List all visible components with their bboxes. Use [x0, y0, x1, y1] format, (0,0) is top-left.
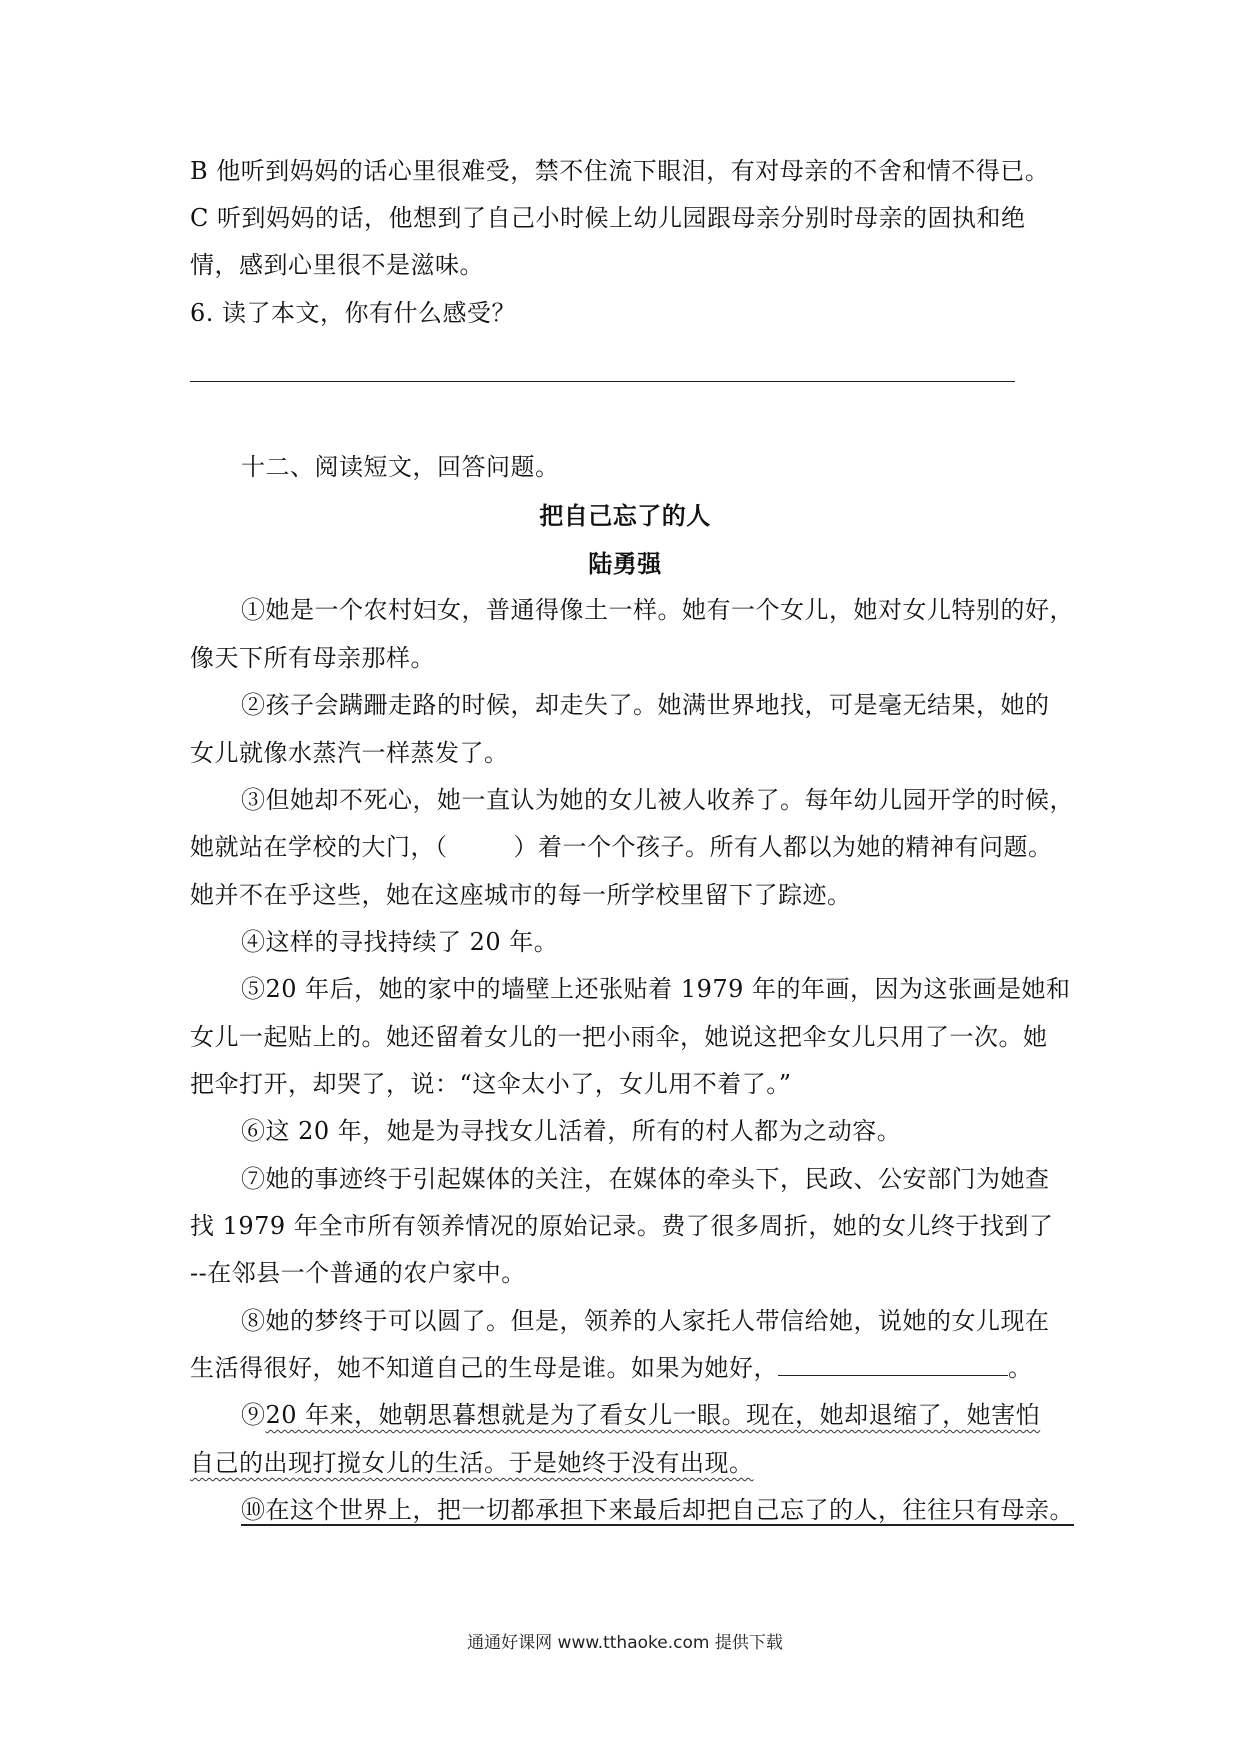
paragraph-8-line-2-text: 生活得很好，她不知道自己的生母是谁。如果为她好， — [190, 1354, 778, 1382]
paragraph-1-line-1: ①她是一个农村妇女，普通得像土一样。她有一个女儿，她对女儿特别的好， — [241, 596, 1074, 624]
paragraph-3-line-2-start: 她就站在学校的大门，（ — [190, 833, 448, 861]
paragraph-2-line-1: ②孩子会蹒跚走路的时候，却走失了。她满世界地找，可是毫无结果，她的 — [241, 691, 1050, 719]
paragraph-9-wavy-text-2: 自己的出现打搅女儿的生活。于是她终于没有出现。 — [190, 1449, 754, 1477]
paragraph-9-number: ⑨ — [241, 1401, 266, 1429]
paragraph-1-line-2: 像天下所有母亲那样。 — [190, 644, 435, 672]
option-c-line-1: C 听到妈妈的话，他想到了自己小时候上幼儿园跟母亲分别时母亲的固执和绝 — [190, 204, 1026, 232]
article-title: 把自己忘了的人 — [539, 501, 711, 530]
paragraph-5-line-2: 女儿一起贴上的。她还留着女儿的一把小雨伞，她说这把伞女儿只用了一次。她 — [190, 1023, 1048, 1051]
question-6: 6. 读了本文，你有什么感受？ — [190, 299, 517, 327]
paragraph-6: ⑥这 20 年，她是为寻找女儿活着，所有的村人都为之动容。 — [241, 1117, 902, 1145]
fill-in-underline-blank[interactable] — [778, 1353, 1008, 1376]
paragraph-9-line-1 — [241, 1399, 1061, 1431]
paragraph-8-line-2 — [190, 1352, 1060, 1384]
paragraph-3-line-1: ③但她却不死心，她一直认为她的女儿被人收养了。每年幼儿园开学的时候， — [241, 786, 1074, 814]
paragraph-10 — [241, 1494, 1074, 1526]
paragraph-2-line-2: 女儿就像水蒸汽一样蒸发了。 — [190, 739, 509, 767]
article-author: 陆勇强 — [588, 549, 662, 578]
paragraph-8-line-1: ⑧她的梦终于可以圆了。但是，领养的人家托人带信给她，说她的女儿现在 — [241, 1307, 1050, 1335]
paragraph-7-line-2: 找 1979 年全市所有领养情况的原始记录。费了很多周折，她的女儿终于找到了 — [190, 1212, 1054, 1240]
paragraph-5-line-1: ⑤20 年后，她的家中的墙壁上还张贴着 1979 年的年画，因为这张画是她和 — [241, 975, 1071, 1003]
paragraph-10-underlined-text: ⑩在这个世界上，把一切都承担下来最后却把自己忘了的人，往往只有母亲。 — [241, 1496, 1074, 1524]
page-footer: 通通好课网 www.tthaoke.com 提供下载 — [467, 1633, 783, 1653]
section-heading: 十二、阅读短文，回答问题。 — [241, 453, 560, 481]
paragraph-9-line-2 — [190, 1447, 1060, 1479]
paragraph-8-line-2-end: 。 — [1008, 1354, 1033, 1382]
paragraph-7-line-3: --在邻县一个普通的农户家中。 — [190, 1259, 526, 1287]
paragraph-3-line-2-end: ）着一个个孩子。所有人都以为她的精神有问题。 — [513, 833, 1053, 861]
paragraph-3-line-3: 她并不在乎这些，她在这座城市的每一所学校里留下了踪迹。 — [190, 881, 852, 909]
answer-blank-line[interactable] — [190, 381, 1015, 382]
paragraph-7-line-1: ⑦她的事迹终于引起媒体的关注，在媒体的牵头下，民政、公安部门为她查 — [241, 1165, 1050, 1193]
paragraph-5-line-3: 把伞打开，却哭了，说：“这伞太小了，女儿用不着了。” — [190, 1070, 792, 1098]
option-b: B 他听到妈妈的话心里很难受，禁不住流下眼泪，有对母亲的不舍和情不得已。 — [190, 157, 1050, 185]
paragraph-9-wavy-text-1: 20 年来，她朝思暮想就是为了看女儿一眼。现在，她却退缩了，她害怕 — [265, 1401, 1041, 1429]
option-c-line-2: 情，感到心里很不是滋味。 — [190, 251, 484, 279]
paragraph-4: ④这样的寻找持续了 20 年。 — [241, 928, 559, 956]
paragraph-3-line-2 — [190, 831, 1060, 863]
